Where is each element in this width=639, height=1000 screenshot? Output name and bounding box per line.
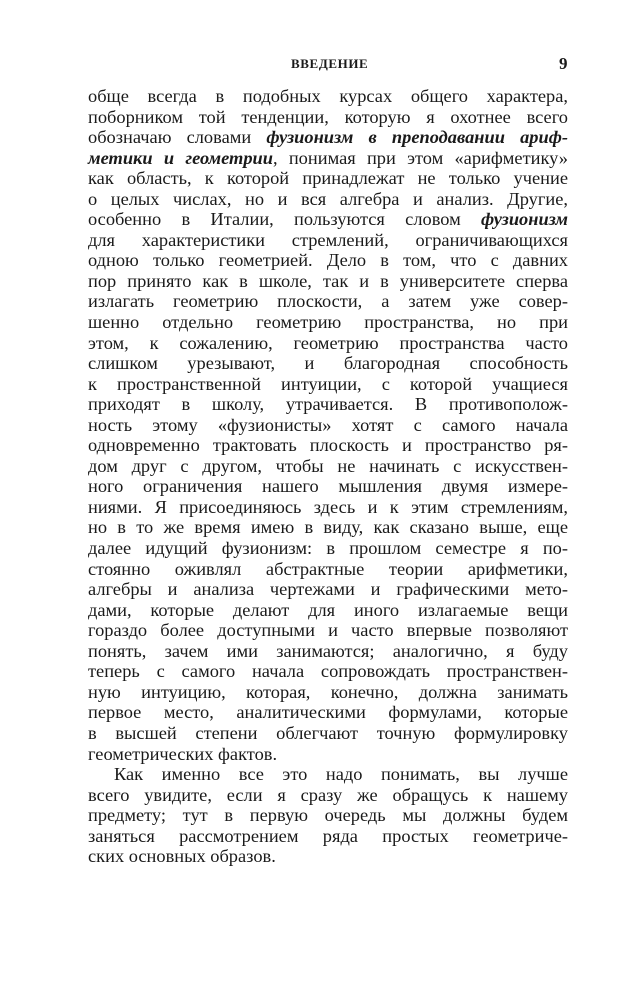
text-run: теперь с самого начала сопровождать пространствен-	[88, 661, 568, 682]
text-line	[88, 723, 568, 744]
text-line	[88, 148, 568, 169]
text-line	[88, 456, 568, 477]
text-line	[88, 415, 568, 436]
body-text	[88, 86, 568, 867]
text-line	[88, 435, 568, 456]
text-run: но в то же время имею в виду, как сказано выше, еще	[88, 517, 568, 538]
text-line	[88, 312, 568, 333]
text-run: слишком урезывают, и благородная способность	[88, 353, 568, 374]
text-run: этом, к сожалению, геометрию пространства часто	[88, 332, 568, 353]
text-run: дом друг с другом, чтобы не начинать с искусствен-	[88, 455, 568, 476]
text-run: как область, к которой принадлежат не только учение	[88, 168, 568, 189]
text-run: особенно в Италии, пользуются словом	[88, 209, 482, 230]
running-header	[0, 56, 639, 76]
text-line	[88, 517, 568, 538]
text-run: обще всегда в подобных курсах общего характера,	[88, 86, 568, 106]
paragraph	[88, 764, 568, 867]
text-line	[88, 600, 568, 621]
emphasized-text: фузионизм	[481, 209, 568, 230]
text-line	[88, 394, 568, 415]
text-line	[88, 559, 568, 580]
text-line	[88, 209, 568, 230]
page-number: 9	[559, 54, 568, 73]
text-run: в высшей степени облегчают точную формулировку	[88, 722, 568, 743]
text-line	[88, 271, 568, 292]
text-line	[88, 661, 568, 682]
text-run: первое место, аналитическими формулами, которые	[88, 702, 568, 723]
text-run: пор принято как в школе, так и в университете сперва	[88, 270, 568, 291]
text-run: ских основных образов.	[88, 846, 276, 867]
text-line	[88, 641, 568, 662]
text-line	[88, 86, 568, 107]
text-line	[88, 805, 568, 826]
text-run: стоянно оживлял абстрактные теории арифметики,	[88, 558, 568, 579]
text-run: ную интуицию, которая, конечно, должна занимать	[88, 681, 568, 702]
text-run: приходят в школу, утрачивается. В противополож-	[88, 394, 568, 415]
text-line	[88, 374, 568, 395]
text-line	[88, 168, 568, 189]
text-run: всего увидите, если я сразу же обращусь к нашему	[88, 784, 568, 805]
text-run: заняться рассмотрением ряда простых геометриче-	[88, 825, 568, 846]
text-line	[88, 846, 568, 867]
text-line	[88, 682, 568, 703]
text-run: для характеристики стремлений, ограничивающихся	[88, 229, 568, 250]
text-run: геометрических фактов.	[88, 743, 278, 764]
text-run: к пространственной интуиции, с которой учащиеся	[88, 373, 568, 394]
text-line	[88, 230, 568, 251]
text-line	[88, 250, 568, 271]
text-line	[88, 579, 568, 600]
text-run: ность этому «фузионисты» хотят с самого начала	[88, 414, 568, 435]
text-line	[88, 333, 568, 354]
text-run: понять, зачем ими занимаются; аналогично, я буду	[88, 640, 568, 661]
text-run: , понимая при этом «арифметику»	[273, 147, 568, 168]
emphasized-text: фузионизм в преподавании ариф-	[266, 127, 569, 148]
emphasized-text: метики и геометрии	[88, 147, 273, 168]
text-line	[88, 291, 568, 312]
text-run: Как именно все это надо понимать, вы лучше	[114, 764, 568, 785]
text-line	[88, 826, 568, 847]
text-run: ниями. Я присоединяюсь здесь и к этим стремлениям,	[88, 496, 568, 517]
chapter-title: ВВЕДЕНИЕ	[291, 56, 369, 71]
text-line	[88, 497, 568, 518]
text-run: предмету; тут в первую очередь мы должны будем	[88, 805, 568, 826]
text-run: обозначаю словами	[88, 127, 267, 148]
text-run: излагать геометрию плоскости, а затем уже совер-	[88, 291, 568, 312]
text-run: алгебры и анализа чертежами и графическими мето-	[88, 579, 568, 600]
text-run: поборником той тенденции, которую я охотнее всего	[88, 106, 568, 127]
text-line	[88, 538, 568, 559]
text-line	[88, 702, 568, 723]
text-run: одновременно трактовать плоскость и пространство ря-	[88, 435, 568, 456]
text-run: ного ограничения нашего мышления двумя измере-	[88, 476, 568, 497]
text-run: гораздо более доступными и часто впервые позволяют	[88, 620, 568, 641]
text-line	[88, 764, 568, 785]
text-line	[88, 189, 568, 210]
text-line	[88, 620, 568, 641]
text-line	[88, 476, 568, 497]
text-line	[88, 785, 568, 806]
text-line	[88, 127, 568, 148]
text-line	[88, 353, 568, 374]
text-run: далее идущий фузионизм: в прошлом семестре я по-	[88, 538, 568, 559]
paragraph	[88, 86, 568, 764]
text-run: шенно отдельно геометрию пространства, но при	[88, 312, 568, 333]
text-run: дами, которые делают для иного излагаемые вещи	[88, 599, 568, 620]
text-line	[88, 107, 568, 128]
text-run: о целых числах, но и вся алгебра и анализ. Другие,	[88, 188, 568, 209]
text-run: одною только геометрией. Дело в том, что с давних	[88, 250, 568, 271]
text-line	[88, 744, 568, 765]
